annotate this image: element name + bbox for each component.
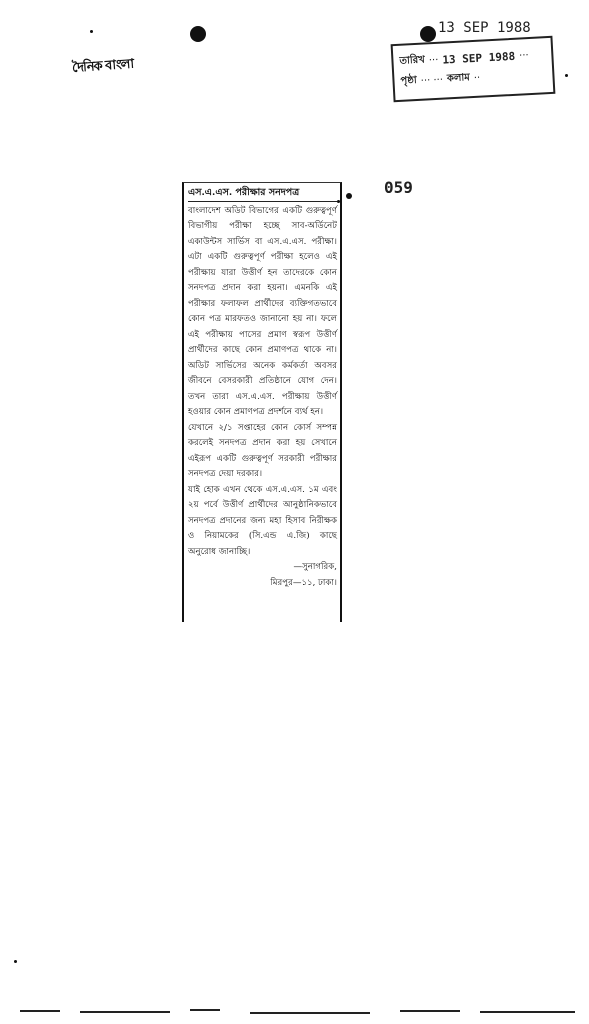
ink-speck — [565, 74, 568, 77]
stamp-date-row: তারিখ ··· 13 SEP 1988 ··· — [399, 44, 546, 72]
clipping-paragraph: যেখানে ২/১ সপ্তাহের কোন কোর্স সম্পন্ন করলেই সনদপত্র প্রদান করা হয় সেখানে এইরূপ একটি গুরুত্বপূর্ণ সরকারী পরীক্ষার সনদপত্র দেয়া দরকার। — [188, 422, 337, 479]
punch-hole — [190, 26, 206, 42]
received-stamp — [391, 36, 556, 102]
ink-speck — [346, 193, 352, 199]
clipping-paragraph: বাংলাদেশ অডিট বিভাগের একটি গুরুত্বপূর্ণ বিভাগীয় পরীক্ষা হচ্ছে সাব-অর্ডিনেট একাউন্টস সার্ভিস বা এস.এ.এস. পরীক্ষা। এটা একটি গুরুত্বপূর্ণ পরীক্ষা হলেও এই পরীক্ষায় যারা উত্তীর্ণ হন তাদেরকে কোন সনদপত্র প্রদান করা হয়না। এমনকি এই পরীক্ষার ফলাফল প্রার্থীদের ব্যক্তিগতভাবে কোন পত্র মারফতও জানানো হয় না। ফলে এই পরীক্ষায় পাসের প্রমাণ স্বরূপ উত্তীর্ণ প্রার্থীদের কাছে কোন প্রমাণপত্র থাকে না। অডিট সার্ভিসের অনেক কর্মকর্তা অবসর জীবনে বেসরকারী প্রতিষ্ঠানে যোগ দেন। তখন তারা এস.এ.এস. পরীক্ষায় উত্তীর্ণ হওয়ার কোন প্রমাণপত্র প্রদর্শনে ব্যর্থ হন। — [188, 205, 337, 417]
clipping-headline: এস.এ.এস. পরীক্ষার সনদপত্র — [188, 185, 337, 202]
stamp-column-label: কলাম — [446, 71, 471, 84]
newspaper-masthead — [71, 53, 158, 79]
header-date: 13 SEP 1988 — [438, 20, 531, 36]
stamp-date-label: তারিখ — [399, 54, 426, 67]
punch-hole — [420, 26, 436, 42]
ink-speck — [90, 30, 93, 33]
stamp-page-label: পৃষ্ঠা — [400, 74, 417, 87]
stamp-page-row: পৃষ্ঠা ··· ··· কলাম ·· — [400, 64, 547, 92]
scan-edge-noise — [20, 1006, 580, 1016]
clipping-paragraph: যাই হোক এখন থেকে এস.এ.এস. ১ম এবং ২য় পর্বে উত্তীর্ণ প্রার্থীদের আনুষ্ঠানিকভাবে সনদপত্র প্রদানের জন্য মহা হিসাব নিরীক্ষক ও নিয়ামকের (সি.এন্ড এ.জি) কাছে অনুরোধ জানাচ্ছি। — [188, 484, 337, 557]
document-number: 059 — [384, 178, 413, 197]
clipping-address: মিরপুর—১১, ঢাকা। — [270, 577, 337, 588]
ink-speck — [14, 960, 17, 963]
stamp-date-value: 13 SEP 1988 — [442, 49, 516, 67]
newspaper-clipping — [182, 182, 342, 622]
clipping-signature: —সুনাগরিক, — [293, 562, 337, 572]
masthead-name: দৈনিক বাংলা — [71, 56, 134, 76]
